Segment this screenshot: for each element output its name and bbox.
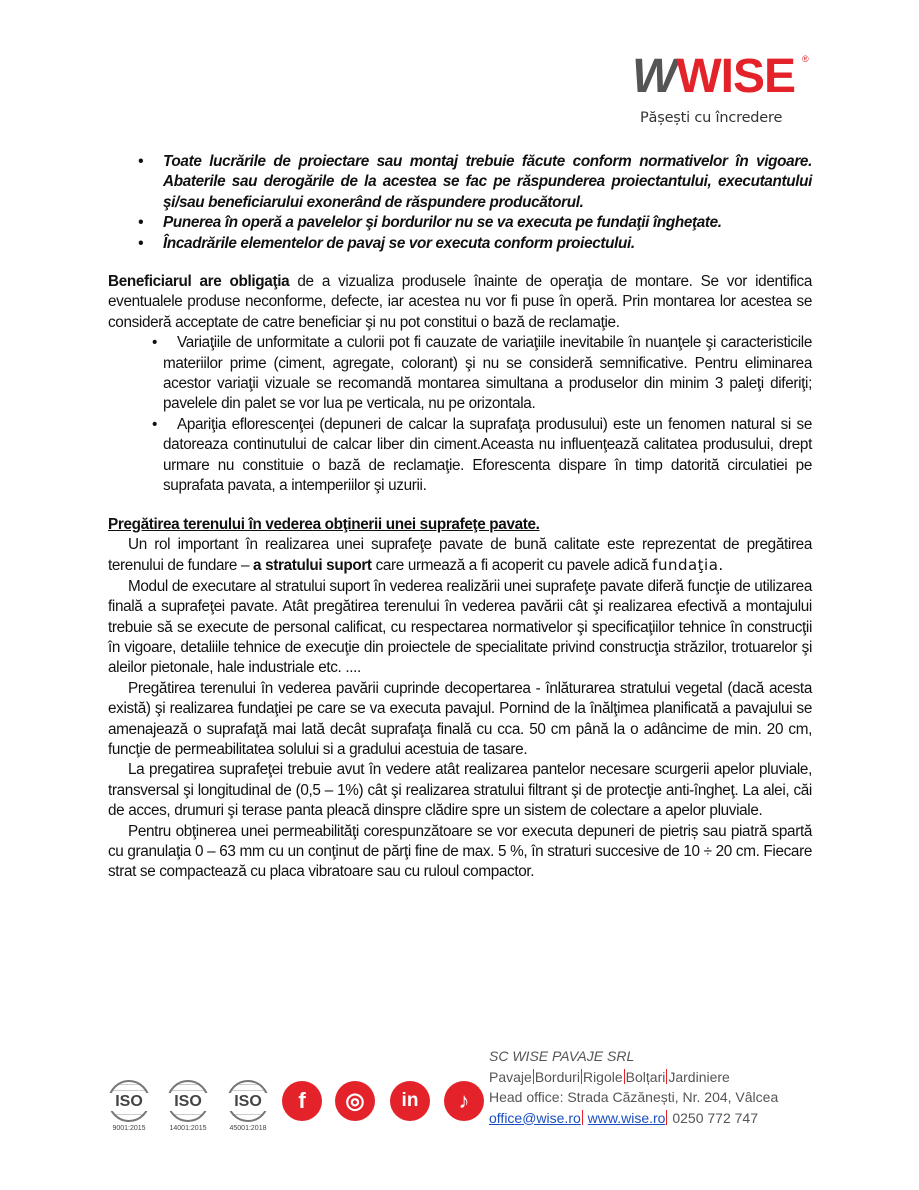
bold-lead: Beneficiarul are obligaţia [108, 273, 290, 291]
iso-code: 14001:2015 [169, 1125, 207, 1132]
paragraph-text: Un rol important în realizarea unei suprafeţe pavate de bună calitate este reprezentat de pregătirea terenului de fundare – [108, 535, 812, 575]
list-item: • Toate lucrările de proiectare sau montaj trebuie făcute conform normativelor în vigoare. Abaterile sau derogările de la acestea se fac pe răspunderea proiectantului, executantului şi/sau beneficiarului exonerând de răspundere producătorul. [108, 152, 812, 213]
bold-text: a stratului suport [253, 557, 372, 575]
paragraph: Modul de executare al stratului suport în vederea realizării unei suprafeţe pavate diferă funcţie de utilizarea finală a suprafeţei pavate. Atât pregătirea terenului în vederea pavării cât şi realizarea efectivă a montajului trebuie să se execute de personal calificat, cu respectarea normativelor şi specificaţiilor tehnice în construcţii în vigoare, detaliile tehnice de execuţie din proiectele de specialitate privind construcţia străzilor, trotuarelor şi aleilor pietonale, hale industriale etc. .... [108, 577, 812, 677]
iso-9001-badge [106, 1080, 152, 1132]
iso-45001-badge [225, 1080, 271, 1132]
paragraph: La pregatirea suprafeţei trebuie avut în vedere atât realizarea pantelor necesare scurgerii apelor pluviale, transversal şi longitudinal de (0,5 – 1%) cât şi realizarea stratului filtrant şi de protecţie anti-îngheţ. La alei, căi de acces, drumuri şi terase panta pleacă dinspre clădire spre un sistem de colectare a apelor pluviale. [108, 761, 812, 820]
facebook-icon[interactable]: f [282, 1081, 322, 1121]
website-link[interactable]: www.wise.ro [587, 1109, 666, 1126]
email-link[interactable]: office@wise.ro [489, 1109, 581, 1126]
list-item: • Apariţia eflorescenţei (depuneri de calcar la suprafaţa produsului) este un fenomen natural si se datoreaza continutului de calcar liber din ciment.Aceasta nu influenţează calitatea produsului, drept urmare nu constituie o bază de reclamaţie. Eforescenta dispare în timp datorită circulatiei pe suprafata pavata, a intemperiilor şi uzurii. [108, 415, 812, 497]
product-item: Bolțari [625, 1068, 666, 1085]
product-item: Rigole [582, 1068, 623, 1085]
iso-code: 9001:2015 [112, 1125, 146, 1132]
logo-brand-text: WISE [676, 50, 795, 103]
notes-list [108, 333, 812, 496]
footer [0, 1040, 919, 1140]
product-item: Pavaje [489, 1068, 532, 1085]
logo-tagline: Pășești cu încredere [640, 110, 783, 126]
logo-wordmark: WWISE [632, 50, 795, 103]
phone-number: 0250 772 747 [672, 1109, 758, 1126]
list-item: • Punerea în operă a pavelelor şi bordurilor nu se va executa pe fundaţii îngheţate. [108, 213, 812, 233]
paragraph-text: care urmează a fi acoperit cu pavele adică [371, 557, 653, 575]
wise-logo [632, 52, 812, 132]
iso-label: ISO [165, 1093, 211, 1111]
company-info [489, 1046, 778, 1128]
product-item: Jardiniere [668, 1068, 730, 1085]
document-body [108, 152, 812, 883]
paragraph-text: fundaţia. [652, 556, 724, 575]
contact-line [489, 1108, 778, 1129]
iso-label: ISO [225, 1093, 271, 1111]
list-item: • Încadrările elementelor de pavaj se vor executa conform proiectului. [108, 234, 812, 254]
paragraph: Pentru obţinerea unei permeabilităţi corespunzătoare se vor executa depuneri de pietriș sau piatră spartă cu granulaţia 0 – 63 mm cu un conţinut de părţi fine de max. 5 %, în straturi succesive de 10 ÷ 20 cm. Fiecare strat se compactează cu placa vibratoare sau cu ruloul compactor. [108, 822, 812, 881]
beneficiary-paragraph [108, 272, 812, 333]
tiktok-icon[interactable]: ♪ [444, 1081, 484, 1121]
iso-code: 45001:2018 [229, 1125, 267, 1132]
paragraph: Pregătirea terenului în vederea pavării cuprinde decopertarea - înlăturarea stratului vegetal (dacă acesta există) şi realizarea fundaţiei pe care se va executa pavajul. Pornind de la înălţimea planificată a pavajului se amenajează o suprafaţă mai lată decât suprafaţa finală cu cca. 50 cm până la o adâncime de min. 20 cm, funcţie de permeabilitatea solului si a gradului acestuia de tasare. [108, 679, 812, 758]
linkedin-icon[interactable]: in [390, 1081, 430, 1121]
paragraph-text: de a vizualiza produsele înainte de operaţia de montare. Se vor identifica eventualele produse neconforme, defecte, iar acestea nu vor fi puse în operă. Prin montarea lor acestea se consideră acceptate de catre beneficiar şi nu pot constitui o bază de reclamaţie. [108, 273, 812, 331]
address: Head office: Strada Căzănești, Nr. 204, Vâlcea [489, 1089, 779, 1105]
company-name: SC WISE PAVAJE SRL [489, 1048, 635, 1064]
section-heading: Pregătirea terenului în vederea obţinerii unei suprafeţe pavate. [108, 515, 540, 533]
product-item: Borduri [534, 1068, 580, 1085]
paragraph [108, 535, 812, 577]
list-item: • Variaţiile de unformitate a culorii pot fi cauzate de variaţiile inevitabile în nuanţele şi caracteristicile materiilor prime (ciment, agregate, colorant) şi nu se consideră semnificative. Pentru eliminarea acestor variaţii vizuale se recomandă montarea simultana a produselor din minim 3 paleţi diferiţi; pavelele din palet se vor lua pe verticala, nu pe orizontala. [108, 333, 812, 415]
iso-label: ISO [106, 1093, 152, 1111]
instagram-icon[interactable]: ◎ [335, 1081, 375, 1121]
requirements-list [108, 152, 812, 254]
iso-14001-badge [165, 1080, 211, 1132]
product-list [489, 1067, 778, 1088]
registered-mark: ® [802, 54, 809, 64]
